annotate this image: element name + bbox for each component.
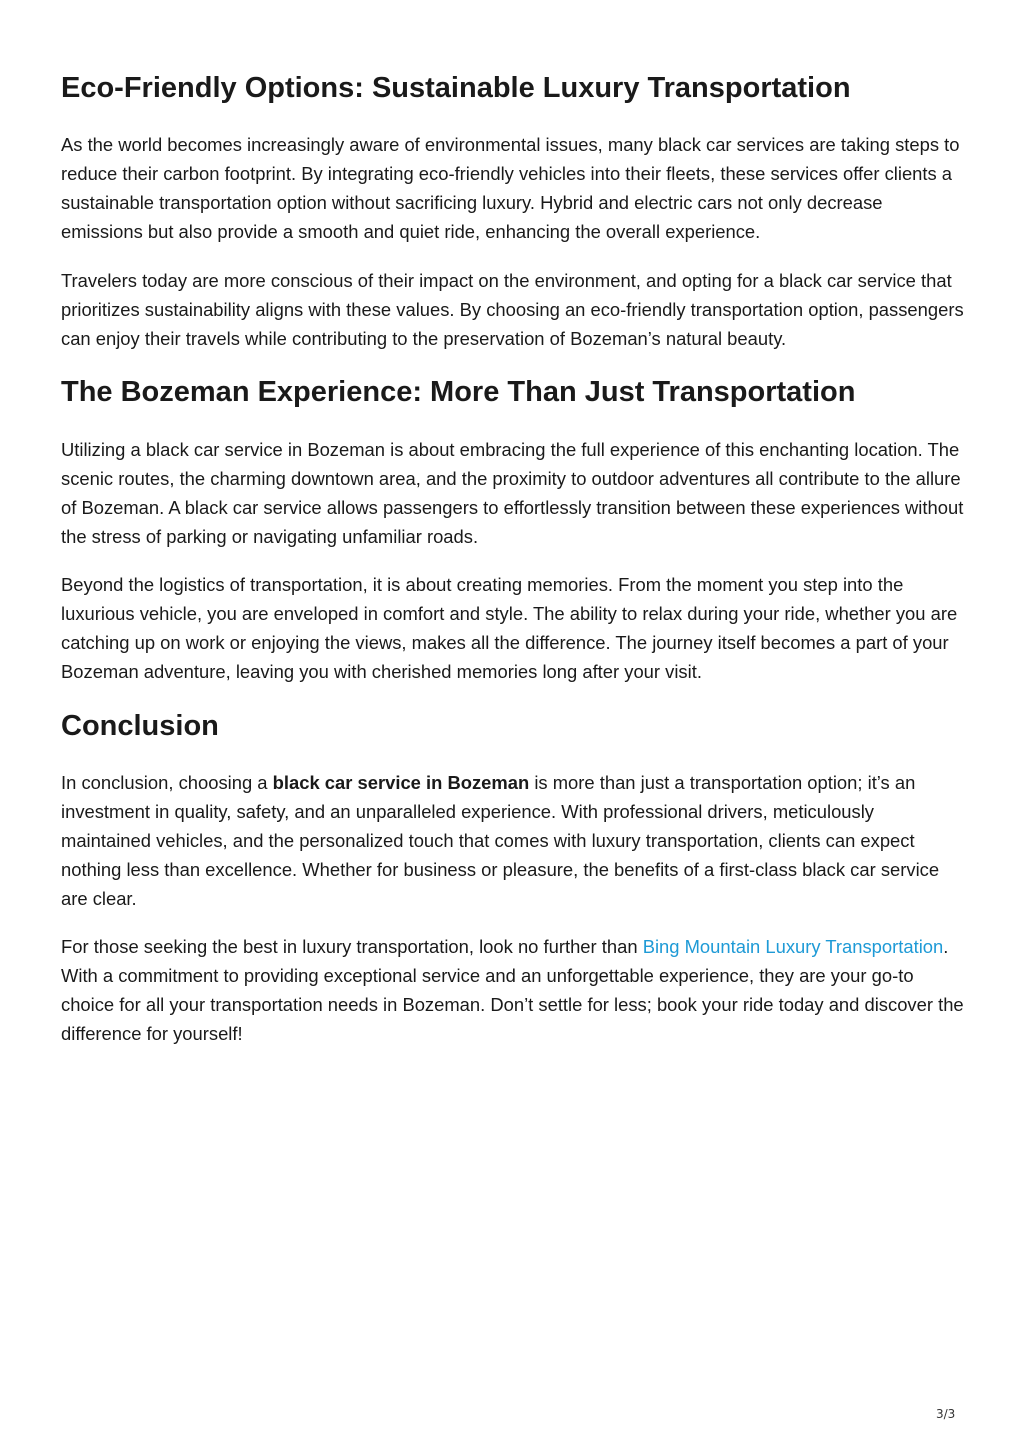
- paragraph-bozeman-2: Beyond the logistics of transportation, it is about creating memories. From the moment you step into the luxurious vehicle, you are enveloped in comfort and style. The ability to relax during your ride, whether you are catching up on work or enjoying the views, makes all the difference. The journey itself becomes a part of your Bozeman adventure, leaving you with cherished memories long after your visit.: [61, 574, 958, 682]
- paragraph-eco-1: As the world becomes increasingly aware of environmental issues, many black car services are taking steps to reduce their carbon footprint. By integrating eco-friendly vehicles into their fleets, these services offer clients a sustainable transportation option without sacrificing luxury. Hybrid and electric cars not only decrease emissions but also provide a smooth and quiet ride, enhancing the overall experience.: [61, 134, 960, 242]
- conclusion-cta-start: For those seeking the best in luxury transportation, look no further than: [61, 936, 643, 957]
- page-number: 3/3: [936, 1407, 956, 1421]
- paragraph-bozeman-1: Utilizing a black car service in Bozeman is about embracing the full experience of this enchanting location. The scenic routes, the charming downtown area, and the proximity to outdoor adventures all contribute to the allure of Bozeman. A black car service allows passengers to effortlessly transition between these experiences without the stress of parking or navigating unfamiliar roads.: [61, 439, 964, 547]
- bing-mountain-link[interactable]: Bing Mountain Luxury Transportation: [642, 936, 944, 957]
- conclusion-text-end: is more than just a transportation option; it’s an investment in quality, safety, and an unparalleled experience. With professional drivers, meticulously maintained vehicles, and the personalized touch that comes with luxury transportation, clients can expect nothing less than excellence. Whether for business or pleasure, the benefits of a first-class black car service are clear.: [61, 772, 940, 909]
- section-heading-bozeman-experience: The Bozeman Experience: More Than Just Transportation: [61, 376, 856, 408]
- section-heading-eco-friendly: Eco-Friendly Options: Sustainable Luxury Transportation: [61, 72, 851, 104]
- paragraph-conclusion-1: [61, 768, 966, 913]
- paragraph-eco-2: Travelers today are more conscious of their impact on the environment, and opting for a black car service that prioritizes sustainability aligns with these values. By choosing an eco-friendly transportation option, passengers can enjoy their travels while contributing to the preservation of Bozeman’s natural beauty.: [61, 270, 964, 349]
- conclusion-cta-end: . With a commitment to providing exceptional service and an unforgettable experience, they are your go-to choice for all your transportation needs in Bozeman. Don’t settle for less; book your ride today and discover the difference for yourself!: [61, 936, 964, 1044]
- paragraph-conclusion-2: [61, 932, 966, 1048]
- conclusion-text-start: In conclusion, choosing a: [61, 772, 273, 793]
- section-heading-conclusion: Conclusion: [61, 710, 219, 742]
- conclusion-bold-keyword: black car service in Bozeman: [272, 772, 530, 793]
